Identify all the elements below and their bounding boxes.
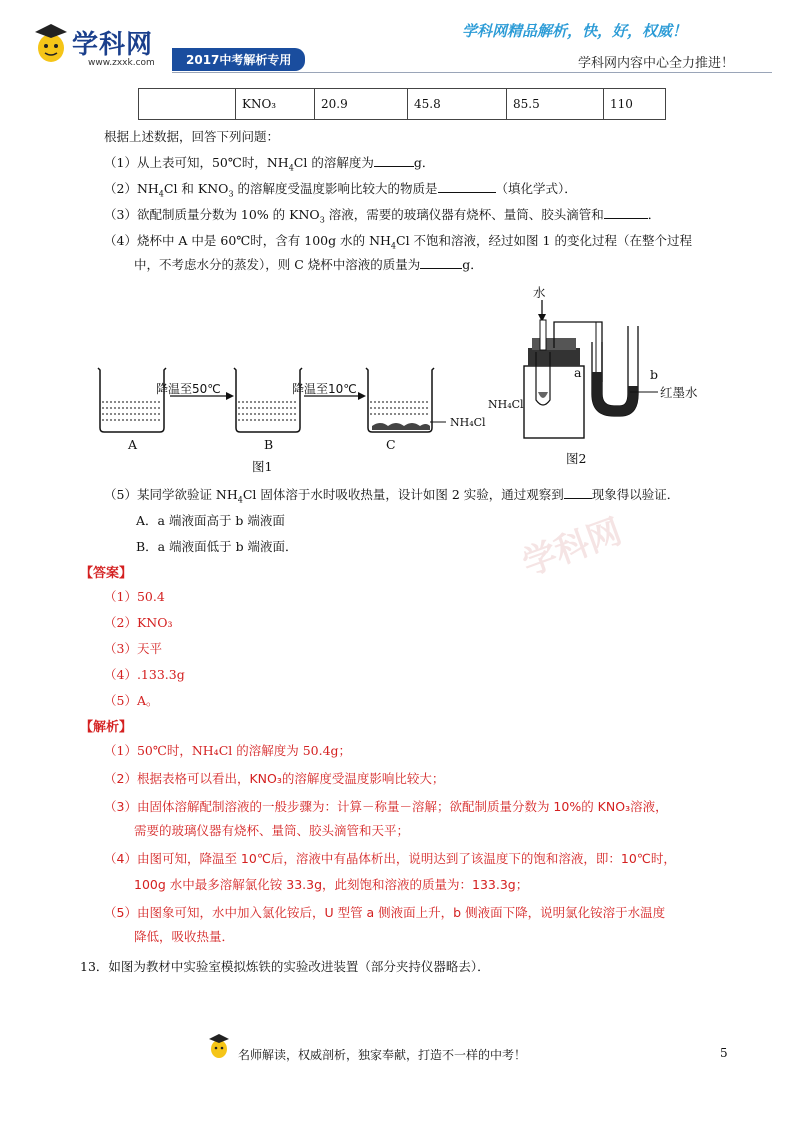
question-5: （5）某同学欲验证 $NH_4Cl$ 固体溶于水时吸收热量，设计如图 2 实验，通过观察到 现象得以验证． <box>104 487 680 505</box>
figure-1 <box>90 350 510 480</box>
beaker-a-label: A <box>128 437 138 452</box>
question-2: $(2)NH_4Cl$ 和 $KNO_3$ 的溶解度受温度影响比较大的物质是 （填化学式）． <box>104 181 577 199</box>
analysis-p4b: 100g 水中最多溶解氯化铵 33.3g，此刻饱和溶液的质量为：133.3g； <box>134 877 529 892</box>
footer-mascot-icon <box>208 1032 230 1060</box>
arrow-1-label: 降温至50℃ <box>156 382 221 396</box>
table-cell: 20.9 <box>315 89 408 120</box>
beaker-c <box>366 368 446 432</box>
table-cell: 45.8 <box>408 89 507 120</box>
arrow-2-label: 降温至10℃ <box>292 382 357 396</box>
answer-item-2: （2）KNO₃ <box>104 615 173 630</box>
footer-text: 名师解读，权威剖析，独家奉献，打造不一样的中考！ <box>238 1048 527 1062</box>
figure-2-b-label: b <box>650 367 659 382</box>
analysis-p1: （1）50℃时，NH₄Cl 的溶解度为 50.4g； <box>104 743 352 758</box>
analysis-label: 【解析】 <box>80 720 133 735</box>
analysis-p5b: 降低，吸收热量． <box>134 929 235 944</box>
table-row <box>139 89 666 120</box>
option-b: B．a 端液面低于 b 端液面． <box>136 539 298 554</box>
table-cell <box>139 89 236 120</box>
logo-url: www.zxxk.com <box>88 58 155 68</box>
answer-item-3: （3）天平 <box>104 641 162 656</box>
option-a: A．a 端液面高于 b 端液面 <box>136 513 285 528</box>
figure-2-ink-label: 红墨水 <box>660 385 698 400</box>
beaker-b <box>234 368 302 432</box>
analysis-p2: （2）根据表格可以看出，KNO₃的溶解度受温度影响比较大； <box>104 771 445 786</box>
beaker-c-label: C <box>386 437 396 452</box>
table-cell: 85.5 <box>507 89 604 120</box>
beaker-b-label: B <box>264 437 274 452</box>
solubility-table <box>138 88 666 120</box>
figure-2-caption: 图2 <box>566 451 587 466</box>
answer-label: 【答案】 <box>80 566 133 581</box>
slogan: 学科网精品解析，快，好，权威！ <box>462 22 688 40</box>
beaker-a <box>98 368 166 432</box>
figure-2 <box>490 282 730 452</box>
figure-1-nh4cl-label: NH₄Cl <box>450 416 486 429</box>
header-divider <box>172 72 772 73</box>
banner: 2017中考解析专用 <box>172 48 305 71</box>
logo-text: 学科网 <box>72 30 154 60</box>
next-question: 13．如图为教材中实验室模拟炼铁的实验改进装置（部分夹持仪器略去）． <box>80 959 490 974</box>
figure-2-nh4cl-label: NH₄Cl <box>488 398 524 411</box>
table-cell: 110 <box>604 89 666 120</box>
analysis-p4a: （4）由图可知，降温至 10℃后，溶液中有晶体析出，说明达到了该温度下的饱和溶液，即：10℃时， <box>104 851 676 866</box>
question-4b: 中，不考虑水分的蒸发），则 C 烧杯中溶液的质量为 g． <box>134 257 483 272</box>
figure-2-a-label: a <box>574 365 582 380</box>
dropper-arrow <box>538 300 546 322</box>
subslogan: 学科网内容中心全力推进！ <box>578 56 735 71</box>
answer-item-1: （1）50.4 <box>104 589 165 604</box>
mascot-icon <box>32 20 70 66</box>
question-intro: 根据上述数据，回答下列问题： <box>104 129 280 144</box>
answer-item-5: （5）A。 <box>104 693 159 708</box>
header <box>0 0 800 80</box>
analysis-p5a: （5）由图象可知，水中加入氯化铵后，U 型管 a 侧液面上升，b 侧液面下降，说明氯化铵溶于水温度 <box>104 905 666 920</box>
table-cell: KNO₃ <box>236 89 315 120</box>
question-1: （1）从上表可知，50℃时，$NH_4Cl$ 的溶解度为 g． <box>104 155 435 173</box>
watermark: 学科网 <box>517 511 627 585</box>
figure-2-water-label: 水 <box>533 285 546 300</box>
analysis-p3a: （3）由固体溶解配制溶液的一般步骤为：计算－称量－溶解；欲配制质量分数为 10%的 KNO₃溶液， <box>104 799 668 814</box>
analysis-p3b: 需要的玻璃仪器有烧杯、量筒、胶头滴管和天平； <box>134 823 410 838</box>
page-number: 5 <box>720 1046 728 1060</box>
answer-item-4: （4）.133.3g <box>104 667 185 682</box>
figure-1-caption: 图1 <box>252 459 273 474</box>
question-4a: （4）烧杯中 A 中是 60℃时，含有 100g 水的 $NH_4Cl$ 不饱和溶液，经过如图 1 的变化过程（在整个过程 <box>104 233 692 251</box>
question-3: （3）欲配制质量分数为 10% 的 $KNO_3$ 溶液，需要的玻璃仪器有烧杯、量筒、胶头滴管和 ． <box>104 207 661 225</box>
